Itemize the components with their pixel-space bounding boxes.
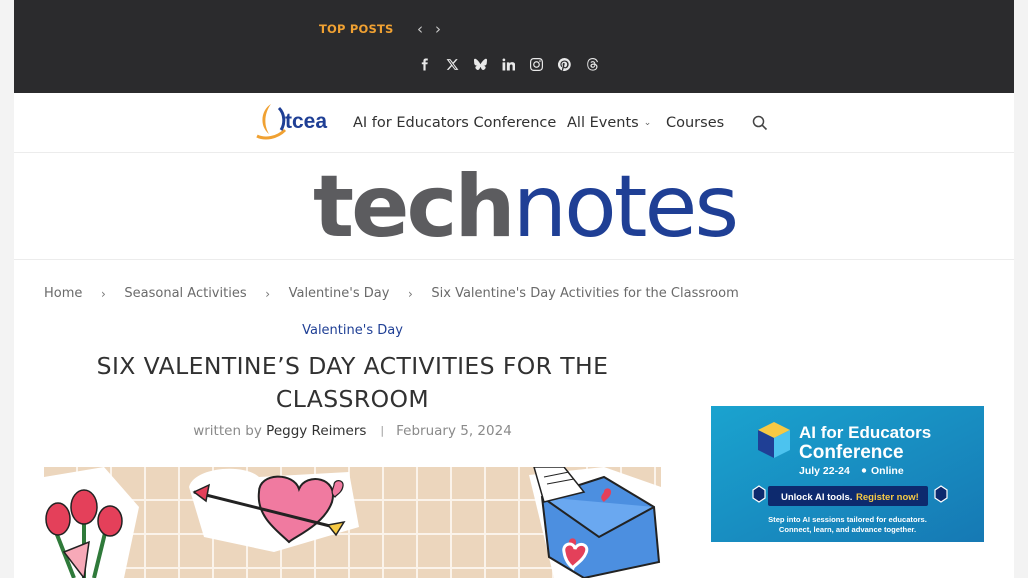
chevron-down-icon: ⌄ <box>643 118 652 128</box>
article-date: February 5, 2024 <box>396 423 512 439</box>
breadcrumb-seasonal-activities[interactable]: Seasonal Activities <box>124 286 247 301</box>
bluesky-icon[interactable] <box>473 54 487 74</box>
featured-image <box>44 467 661 578</box>
chevron-right-icon: › <box>265 286 270 301</box>
chevron-left-icon[interactable]: ‹ <box>417 20 423 38</box>
ai-conference-ad[interactable] <box>711 406 984 542</box>
chevron-right-icon: › <box>100 286 106 301</box>
social-links <box>417 54 599 74</box>
ad-cta-part1: Unlock AI tools. <box>781 492 853 503</box>
ad-tagline1: Step into AI sessions tailored for educators. <box>768 515 927 524</box>
breadcrumb <box>44 286 739 301</box>
ad-tagline2: Connect, learn, and advance together. <box>778 525 917 534</box>
chevron-right-icon[interactable]: › <box>435 20 441 38</box>
threads-icon[interactable] <box>585 54 599 74</box>
dot-icon <box>862 468 866 472</box>
ad-title-line2: Conference <box>799 442 904 463</box>
tcea-logo[interactable] <box>255 98 339 140</box>
x-icon[interactable] <box>445 54 459 74</box>
nav-all-events-label: All Events <box>567 115 639 131</box>
linkedin-icon[interactable] <box>501 54 515 74</box>
nav-all-events[interactable] <box>567 115 651 131</box>
breadcrumb-home[interactable]: Home <box>44 286 83 301</box>
byline-prefix: written by <box>193 423 262 439</box>
logo-orange-arc-icon <box>262 104 271 134</box>
technotes-logo[interactable] <box>313 157 736 257</box>
top-bar <box>14 0 1014 93</box>
ad-title-line1: AI for Educators <box>799 423 932 442</box>
author-link[interactable]: Peggy Reimers <box>266 423 367 439</box>
ad-dates: July 22-24 <box>799 465 850 477</box>
ad-mode: Online <box>871 465 904 477</box>
main-nav <box>14 93 1014 153</box>
chevron-right-icon: › <box>407 286 413 301</box>
masthead <box>14 153 1014 260</box>
facebook-icon[interactable] <box>417 54 431 74</box>
breadcrumb-current: Six Valentine's Day Activities for the Classroom <box>431 286 739 301</box>
meta-divider: | <box>380 424 385 437</box>
nav-courses[interactable]: Courses <box>666 115 725 131</box>
article-meta <box>44 423 661 439</box>
brand-notes: notes <box>512 157 737 257</box>
article-title: SIX VALENTINE’S DAY ACTIVITIES FOR THE CLASSROOM <box>96 352 609 413</box>
instagram-icon[interactable] <box>529 54 543 74</box>
page-frame <box>14 0 1014 578</box>
logo-text: tcea <box>285 110 328 133</box>
pinterest-icon[interactable] <box>557 54 571 74</box>
breadcrumb-valentines-day[interactable]: Valentine's Day <box>288 286 390 301</box>
ad-cta-part2: Register now! <box>856 492 919 503</box>
brand-tech: tech <box>313 157 513 257</box>
article-category[interactable]: Valentine's Day <box>302 323 403 338</box>
nav-ai-for-educators-conference[interactable]: AI for Educators Conference <box>353 115 557 131</box>
top-posts-label: TOP POSTS <box>319 22 394 36</box>
search-icon[interactable] <box>752 115 768 131</box>
